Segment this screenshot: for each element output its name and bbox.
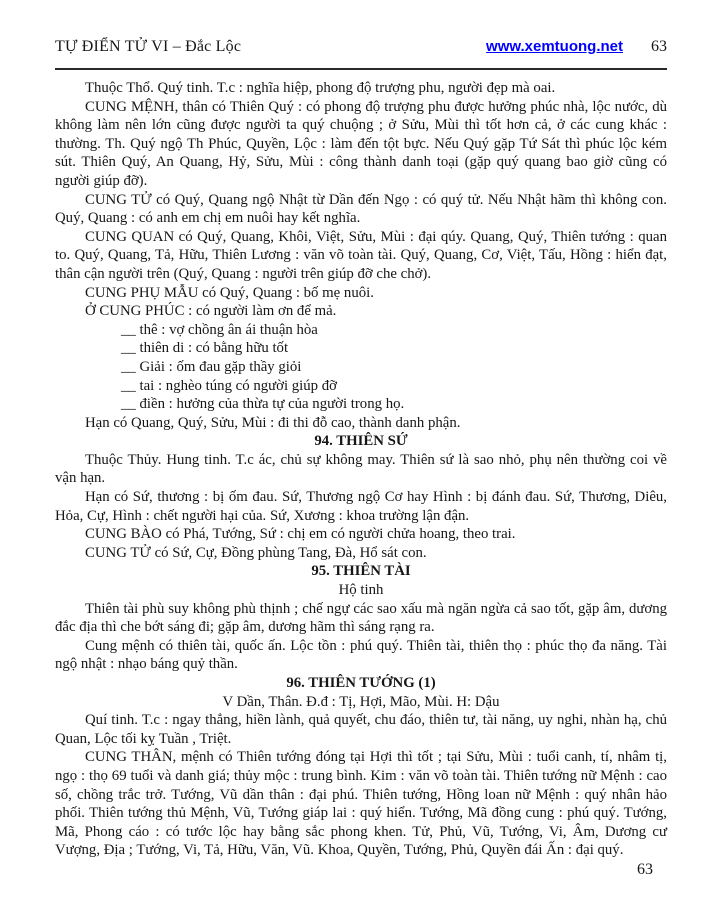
paragraph: Quí tinh. T.c : ngay thẳng, hiền lành, quả quyết, chu đáo, thiên tư, tài năng, uy nghi, nhàn hạ, chủ Quan, Lộc tối kỵ Tuần , Triệt. — [55, 712, 667, 747]
paragraph: CUNG PHỤ MẪU có Quý, Quang : bố mẹ nuôi. — [85, 284, 374, 301]
page-header — [55, 38, 667, 70]
list-item: __ thiên di : có bằng hữu tốt — [121, 340, 289, 357]
paragraph: Hạn có Quang, Quý, Sửu, Mùi : đi thi đỗ cao, thành danh phận. — [85, 414, 461, 431]
paragraph: Hạn có Sứ, thương : bị ốm đau. Sứ, Thương ngộ Cơ hay Hình : bị đánh đau. Sứ, Thương, Diêu, Hỏa, Cự, Hình : chết người hại của. Sứ, Xương : khoa trường lận đận. — [55, 489, 667, 524]
paragraph: CUNG THÂN, mệnh có Thiên tướng đóng tại Hợi thì tốt ; tại Sửu, Mùi : tuổi canh, tí, nhâm tị, ngọ : thọ 69 tuổi và danh giá; thủy mộc : trung bình. Kim : văn võ toàn tài. Thiên tướng nữ Mệnh : cao số, chồng trắc trở. Tướng, Vũ dần thân : đại phú. Thiên tướng, Hồng loan nữ Mệnh : quý nhân hảo phối. Thiên tướng thủ Mệnh, Vũ, Tướng giáp lai : quý hiển. Tướng, Mã đồng cung : phú quý. Tướng, Mã, Phong cáo : có tước lộc hay bằng sắc phong khen. Tử, Phủ, Vũ, Tướng, Vi, Âm, Dương cư Vượng, Địa ; Tướng, Vi, Tả, Hữu, Văn, Vũ. Khoa, Quyền, Tướng, Phủ, Quyền đái Ấn : đại quý. — [55, 749, 667, 859]
footer-page-number: 63 — [637, 861, 653, 878]
list-item: __ điền : hưởng của thừa tự của người trong họ. — [121, 396, 405, 413]
header-page-number: 63 — [651, 38, 667, 55]
paragraph: Thiên tài phù suy không phù thịnh ; chế ngự các sao xấu mà ngăn ngừa cả sao tốt, gặp âm, dương đắc địa thì che bớt sáng đi; gặp âm, dương hãm thì sáng rạng ra. — [55, 600, 667, 636]
paragraph: CUNG BÀO có Phá, Tướng, Sứ : chị em có người chửa hoang, theo trai. — [85, 526, 516, 543]
paragraph: Thuộc Thổ. Quý tinh. T.c : nghĩa hiệp, phong độ trượng phu, người đẹp mà oai. — [85, 80, 556, 96]
paragraph: CUNG MỆNH, thân có Thiên Quý : có phong độ trượng phu được hưởng phúc nhà, lộc nước, dù không làm nên lớn cũng được người ta quý chuộng ; ở Sửu, Mùi thì tốt hơn cả, ở các cung khác : thường. Th. Quý ngộ Th Phúc, Quyền, Lộc : làm đến tột bực. Nếu Quý gặp Tứ Sát thì phúc lộc kém sút. Thiên Quý, An Quang, Hỷ, Sửu, Mùi : công thành danh toại (gặp quý quang bao giờ cũng có người giúp đỡ). — [55, 98, 667, 189]
section-heading: 94. THIÊN SỨ — [314, 433, 408, 450]
book-title: TỰ ĐIỂN TỬ VI – Đắc Lộc — [55, 38, 242, 55]
page-body — [55, 79, 667, 860]
paragraph: Ở CUNG PHÚC : có người làm ơn để mả. — [85, 303, 337, 320]
list-item: __ Giải : ốm đau gặp thầy giỏi — [121, 358, 302, 375]
section-heading: 96. THIÊN TƯỚNG (1) — [286, 675, 436, 691]
list-item: __ tai : nghèo túng có người giúp đỡ — [121, 377, 338, 394]
section-subtitle: Hộ tinh — [338, 582, 384, 599]
header-right-group — [486, 38, 667, 56]
paragraph: CUNG TỬ có Quý, Quang ngộ Nhật từ Dần đến Ngọ : có quý tử. Nếu Nhật hãm thì không con. Quý, Quang : có anh em chị em nuôi hay kết nghĩa. — [55, 191, 667, 227]
list-item: __ thê : vợ chồng ân ái thuận hòa — [121, 321, 318, 338]
section-heading: 95. THIÊN TÀI — [311, 563, 411, 580]
paragraph: CUNG QUAN có Quý, Quang, Khôi, Việt, Sửu, Mùi : đại qúy. Quang, Quý, Thiên tướng : quan to. Quý, Quang, Tả, Hữu, Thiên Lương : văn võ toàn tài. Quý, Quang, Cơ, Việt, Tấu, Hồng : hiển đạt, thân cận người trên (Quý, Quang : người trên giúp đỡ che chở). — [55, 228, 667, 282]
website-link[interactable]: www.xemtuong.net — [486, 38, 623, 55]
paragraph: CUNG TỬ có Sứ, Cự, Đồng phùng Tang, Đà, Hổ sát con. — [85, 544, 427, 561]
paragraph: Thuộc Thủy. Hung tinh. T.c ác, chủ sự không may. Thiên sứ là sao nhỏ, phụ nên thường coi về vận hạn. — [55, 451, 667, 487]
paragraph: Cung mệnh có thiên tài, quốc ấn. Lộc tồn : phú quý. Thiên tài, thiên thọ : phúc thọ đa năng. Tài ngộ nhật : nhạo báng quỷ thần. — [55, 637, 667, 673]
section-subtitle: V Dần, Thân. Đ.đ : Tị, Hợi, Mão, Mùi. H: Dậu — [222, 693, 500, 710]
